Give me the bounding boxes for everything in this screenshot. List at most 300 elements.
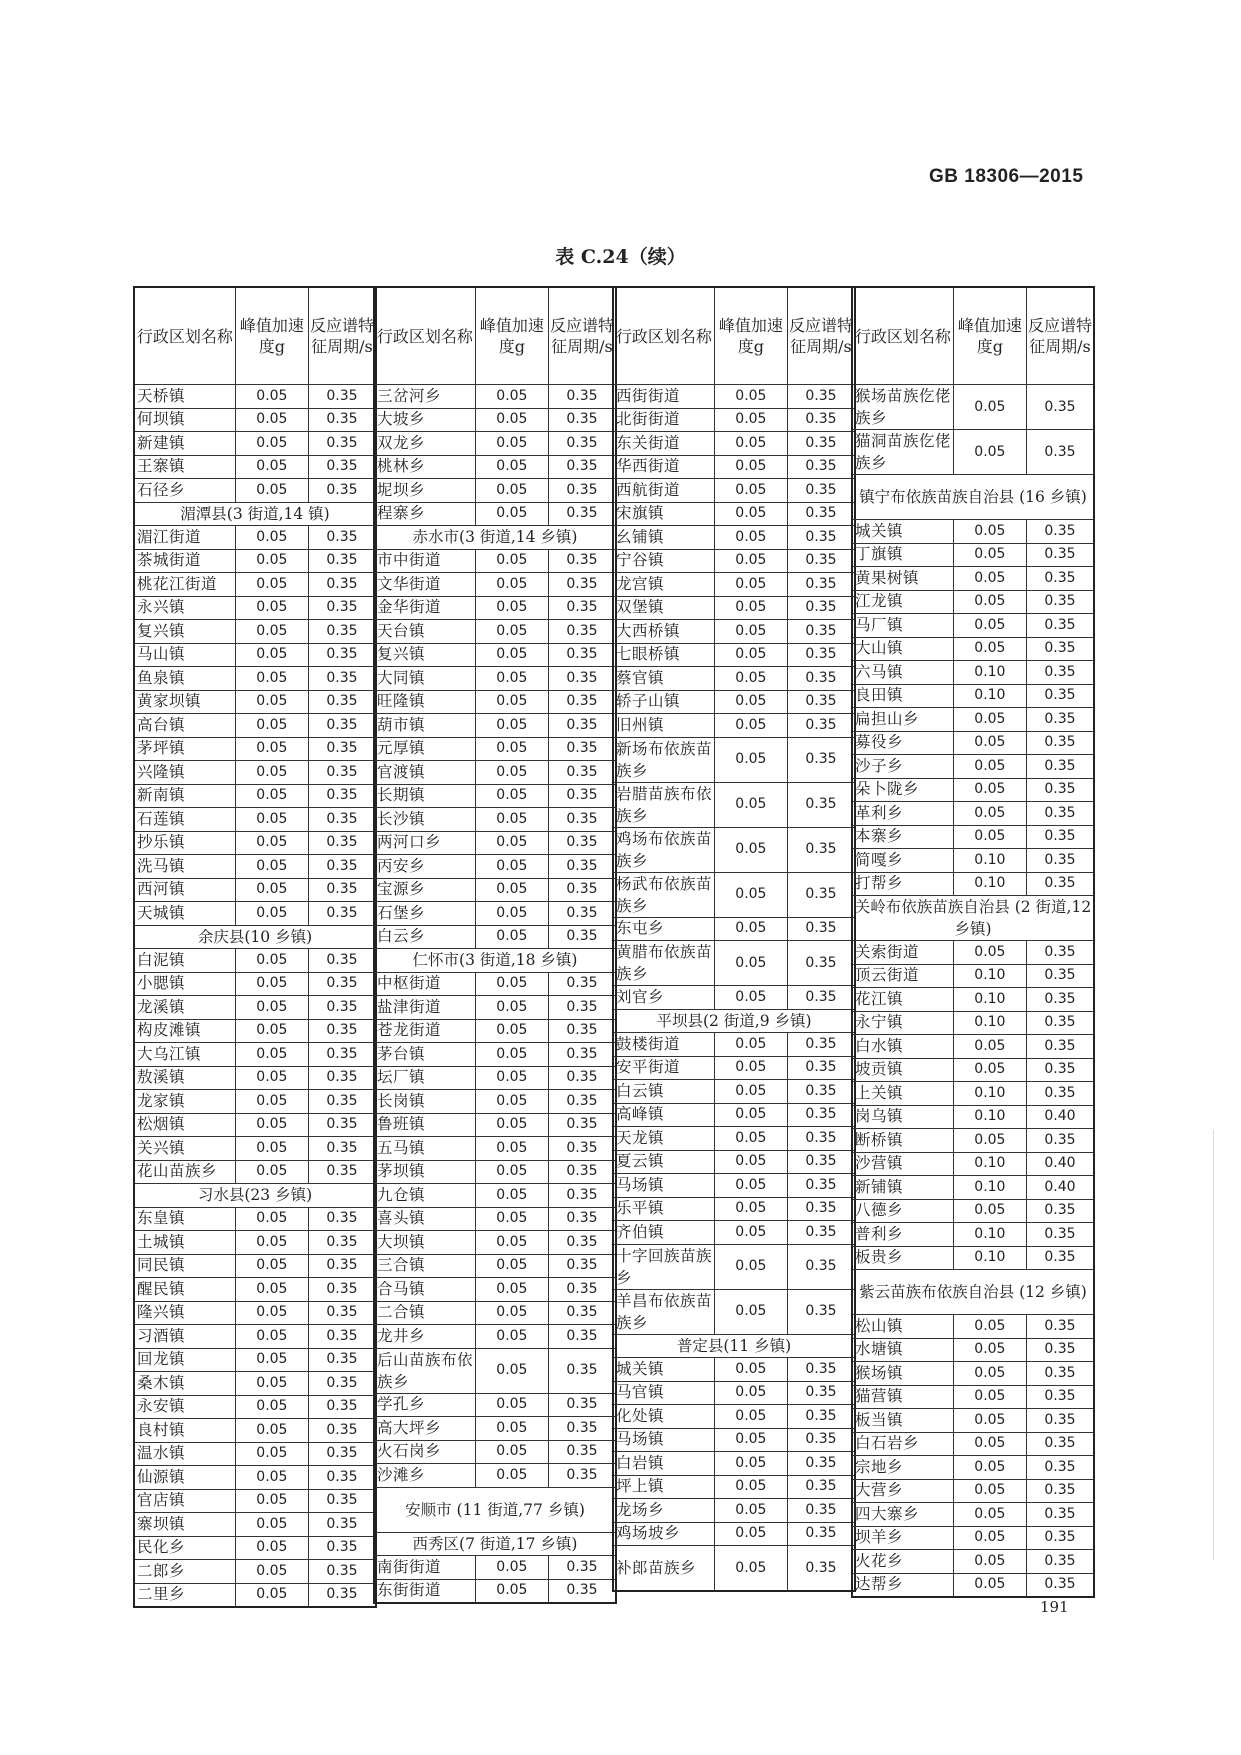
cell-name: 马山镇 — [134, 643, 235, 667]
cell-pga: 0.05 — [235, 455, 308, 479]
table-row — [374, 455, 616, 479]
cell-pga: 0.05 — [235, 1113, 308, 1137]
cell-name: 白泥镇 — [134, 949, 235, 973]
table-row — [134, 432, 376, 456]
table-row — [613, 620, 855, 644]
cell-name: 关兴镇 — [134, 1137, 235, 1161]
cell-period: 0.35 — [787, 479, 855, 503]
cell-period: 0.35 — [548, 1113, 616, 1137]
table-row — [374, 667, 616, 691]
cell-period: 0.35 — [787, 827, 855, 872]
cell-period: 0.35 — [1026, 1129, 1094, 1153]
cell-name: 永兴镇 — [134, 596, 235, 620]
cell-pga: 0.05 — [953, 731, 1026, 755]
cell-name: 石堡乡 — [374, 902, 475, 926]
cell-pga: 0.05 — [714, 872, 787, 917]
cell-name: 黄家坝镇 — [134, 690, 235, 714]
table-row — [613, 643, 855, 667]
table-row — [134, 573, 376, 597]
cell-pga: 0.05 — [475, 1184, 548, 1208]
table-row — [852, 1409, 1094, 1433]
cell-name: 葫市镇 — [374, 714, 475, 738]
cell-pga: 0.05 — [714, 1358, 787, 1382]
cell-name: 长沙镇 — [374, 808, 475, 832]
table-row — [852, 385, 1094, 430]
table-row — [134, 1160, 376, 1184]
table-row — [613, 573, 855, 597]
cell-name: 二郎乡 — [134, 1560, 235, 1584]
cell-pga: 0.05 — [714, 737, 787, 782]
section-heading-row — [134, 502, 376, 526]
cell-name: 二合镇 — [374, 1301, 475, 1325]
cell-period: 0.35 — [548, 737, 616, 761]
cell-pga: 0.05 — [235, 878, 308, 902]
cell-name: 岗乌镇 — [852, 1105, 953, 1129]
cell-pga: 0.05 — [714, 941, 787, 986]
cell-period: 0.35 — [787, 526, 855, 550]
cell-period: 0.35 — [308, 1160, 376, 1184]
cell-name: 两河口乡 — [374, 831, 475, 855]
cell-pga: 0.05 — [953, 1479, 1026, 1503]
table-row — [134, 714, 376, 738]
table-row — [613, 408, 855, 432]
cell-period: 0.35 — [1026, 520, 1094, 544]
cell-pga: 0.05 — [714, 1381, 787, 1405]
cell-name: 永安镇 — [134, 1395, 235, 1419]
table-row — [134, 1395, 376, 1419]
header-pga: 峰值加速度g — [953, 287, 1026, 385]
cell-period: 0.35 — [308, 878, 376, 902]
cell-name: 良田镇 — [852, 684, 953, 708]
cell-period: 0.35 — [308, 1231, 376, 1255]
cell-period: 0.35 — [308, 1066, 376, 1090]
table-block-2 — [373, 286, 617, 1604]
cell-name: 龙场乡 — [613, 1499, 714, 1523]
cell-pga: 0.05 — [475, 925, 548, 949]
cell-name: 坭坝乡 — [374, 479, 475, 503]
cell-pga: 0.05 — [475, 479, 548, 503]
cell-period: 0.35 — [308, 1348, 376, 1372]
cell-name: 水塘镇 — [852, 1338, 953, 1362]
cell-name: 长岗镇 — [374, 1090, 475, 1114]
cell-pga: 0.05 — [235, 620, 308, 644]
cell-name: 土城镇 — [134, 1231, 235, 1255]
cell-period: 0.35 — [548, 972, 616, 996]
cell-name: 夏云镇 — [613, 1150, 714, 1174]
cell-pga: 0.05 — [235, 996, 308, 1020]
cell-period: 0.35 — [308, 1466, 376, 1490]
table-row — [852, 872, 1094, 896]
cell-pga: 0.05 — [235, 408, 308, 432]
section-heading-row — [852, 1270, 1094, 1315]
cell-pga: 0.05 — [475, 737, 548, 761]
cell-period: 0.35 — [1026, 543, 1094, 567]
cell-pga: 0.05 — [235, 1137, 308, 1161]
cell-period: 0.35 — [308, 408, 376, 432]
cell-pga: 0.05 — [475, 972, 548, 996]
cell-period: 0.35 — [787, 667, 855, 691]
cell-pga: 0.05 — [235, 1278, 308, 1302]
cell-period: 0.35 — [308, 902, 376, 926]
table-row — [134, 996, 376, 1020]
cell-pga: 0.10 — [953, 872, 1026, 896]
section-heading: 湄潭县(3 街道,14 镇) — [134, 502, 376, 526]
cell-name: 西航街道 — [613, 479, 714, 503]
table-row — [134, 1278, 376, 1302]
cell-period: 0.35 — [1026, 637, 1094, 661]
table-row — [134, 878, 376, 902]
table-row — [134, 972, 376, 996]
table-row — [613, 1546, 855, 1592]
cell-name: 刘官乡 — [613, 986, 714, 1010]
section-heading-row — [134, 1184, 376, 1208]
cell-period: 0.35 — [548, 385, 616, 409]
cell-period: 0.35 — [548, 761, 616, 785]
cell-pga: 0.05 — [714, 1174, 787, 1198]
table-row — [613, 782, 855, 827]
table-row — [613, 941, 855, 986]
cell-name: 龙宫镇 — [613, 573, 714, 597]
cell-pga: 0.05 — [235, 1019, 308, 1043]
cell-pga: 0.05 — [475, 1019, 548, 1043]
cell-pga: 0.05 — [714, 479, 787, 503]
cell-period: 0.35 — [1026, 1409, 1094, 1433]
table-row — [852, 1573, 1094, 1597]
table-row — [134, 1536, 376, 1560]
table-row — [613, 455, 855, 479]
cell-period: 0.35 — [787, 1452, 855, 1476]
cell-pga: 0.05 — [714, 1522, 787, 1546]
table-row — [134, 1442, 376, 1466]
table-row — [613, 690, 855, 714]
cell-pga: 0.05 — [475, 1231, 548, 1255]
cell-period: 0.35 — [548, 1325, 616, 1349]
section-heading-row — [374, 526, 616, 550]
cell-pga: 0.05 — [475, 1254, 548, 1278]
cell-pga: 0.05 — [714, 1221, 787, 1245]
cell-pga: 0.05 — [714, 1033, 787, 1057]
cell-period: 0.35 — [308, 949, 376, 973]
cell-name: 永宁镇 — [852, 1011, 953, 1035]
cell-pga: 0.05 — [235, 526, 308, 550]
table-block-3 — [612, 286, 856, 1592]
cell-period: 0.35 — [1026, 1058, 1094, 1082]
header-pga: 峰值加速度g — [714, 287, 787, 385]
cell-name: 复兴镇 — [134, 620, 235, 644]
cell-period: 0.35 — [308, 1372, 376, 1396]
table-row — [134, 455, 376, 479]
cell-period: 0.35 — [548, 643, 616, 667]
cell-name: 白石岩乡 — [852, 1432, 953, 1456]
cell-period: 0.35 — [1026, 567, 1094, 591]
cell-pga: 0.05 — [235, 784, 308, 808]
table-row — [852, 1011, 1094, 1035]
cell-pga: 0.05 — [475, 1066, 548, 1090]
cell-pga: 0.05 — [475, 432, 548, 456]
table-row — [613, 827, 855, 872]
cell-pga: 0.05 — [235, 1325, 308, 1349]
cell-pga: 0.05 — [235, 1536, 308, 1560]
cell-period: 0.35 — [548, 1231, 616, 1255]
cell-period: 0.35 — [548, 902, 616, 926]
cell-name: 扁担山乡 — [852, 708, 953, 732]
cell-period: 0.35 — [787, 1056, 855, 1080]
cell-name: 大坡乡 — [374, 408, 475, 432]
cell-name: 丙安乡 — [374, 855, 475, 879]
cell-name: 茅坪镇 — [134, 737, 235, 761]
cell-name: 东街街道 — [374, 1579, 475, 1603]
table-row — [613, 1221, 855, 1245]
cell-name: 大同镇 — [374, 667, 475, 691]
cell-period: 0.35 — [548, 1464, 616, 1488]
cell-name: 白云乡 — [374, 925, 475, 949]
header-period: 反应谱特征周期/s — [308, 287, 376, 385]
section-heading: 西秀区(7 街道,17 乡镇) — [374, 1532, 616, 1556]
cell-period: 0.35 — [308, 996, 376, 1020]
table-block-1 — [133, 286, 377, 1608]
table-row — [134, 1137, 376, 1161]
cell-pga: 0.05 — [714, 573, 787, 597]
cell-period: 0.35 — [787, 1033, 855, 1057]
cell-name: 天台镇 — [374, 620, 475, 644]
cell-pga: 0.05 — [714, 667, 787, 691]
cell-period: 0.35 — [308, 596, 376, 620]
table-row — [134, 1560, 376, 1584]
cell-pga: 0.05 — [953, 778, 1026, 802]
table-row — [852, 964, 1094, 988]
cell-pga: 0.05 — [953, 1550, 1026, 1574]
cell-name: 元厚镇 — [374, 737, 475, 761]
cell-name: 革利乡 — [852, 802, 953, 826]
cell-name: 坛厂镇 — [374, 1066, 475, 1090]
cell-name: 程寨乡 — [374, 502, 475, 526]
cell-period: 0.35 — [308, 549, 376, 573]
cell-name: 温水镇 — [134, 1442, 235, 1466]
cell-pga: 0.05 — [475, 1393, 548, 1417]
table-row — [374, 1579, 616, 1603]
cell-name: 板当镇 — [852, 1409, 953, 1433]
section-heading: 普定县(11 乡镇) — [613, 1334, 855, 1358]
table-row — [374, 596, 616, 620]
table-row — [374, 432, 616, 456]
table-row — [613, 432, 855, 456]
cell-name: 三合镇 — [374, 1254, 475, 1278]
cell-name: 鼓楼街道 — [613, 1033, 714, 1057]
cell-pga: 0.10 — [953, 1246, 1026, 1270]
cell-pga: 0.05 — [953, 637, 1026, 661]
cell-name: 双龙乡 — [374, 432, 475, 456]
table-row — [613, 1033, 855, 1057]
table-block-4 — [851, 286, 1095, 1598]
cell-name: 城关镇 — [613, 1358, 714, 1382]
cell-period: 0.35 — [1026, 1503, 1094, 1527]
cell-period: 0.35 — [1026, 1573, 1094, 1597]
cell-name: 高峰镇 — [613, 1103, 714, 1127]
cell-period: 0.35 — [308, 831, 376, 855]
section-heading-row — [613, 1334, 855, 1358]
header-period: 反应谱特征周期/s — [548, 287, 616, 385]
cell-name: 黄果树镇 — [852, 567, 953, 591]
cell-name: 桑木镇 — [134, 1372, 235, 1396]
cell-pga: 0.05 — [953, 1456, 1026, 1480]
cell-name: 火花乡 — [852, 1550, 953, 1574]
cell-pga: 0.05 — [475, 573, 548, 597]
cell-period: 0.35 — [1026, 941, 1094, 965]
cell-pga: 0.05 — [714, 1103, 787, 1127]
table-row — [374, 1325, 616, 1349]
cell-name: 市中街道 — [374, 549, 475, 573]
cell-pga: 0.05 — [953, 543, 1026, 567]
table-row — [134, 1325, 376, 1349]
cell-period: 0.35 — [1026, 1338, 1094, 1362]
cell-pga: 0.05 — [235, 1348, 308, 1372]
cell-period: 0.35 — [548, 1160, 616, 1184]
table-row — [852, 1526, 1094, 1550]
cell-name: 茅坝镇 — [374, 1160, 475, 1184]
cell-name: 东皇镇 — [134, 1207, 235, 1231]
cell-period: 0.35 — [548, 1019, 616, 1043]
table-row — [134, 1583, 376, 1607]
cell-pga: 0.05 — [714, 827, 787, 872]
cell-period: 0.40 — [1026, 1152, 1094, 1176]
cell-name: 三岔河乡 — [374, 385, 475, 409]
cell-period: 0.35 — [1026, 661, 1094, 685]
cell-name: 回龙镇 — [134, 1348, 235, 1372]
table-row — [134, 761, 376, 785]
header-name: 行政区划名称 — [613, 287, 714, 385]
table-row — [134, 1066, 376, 1090]
table-row — [134, 1466, 376, 1490]
cell-name: 隆兴镇 — [134, 1301, 235, 1325]
cell-pga: 0.05 — [235, 573, 308, 597]
cell-period: 0.35 — [308, 1536, 376, 1560]
cell-period: 0.35 — [548, 596, 616, 620]
cell-pga: 0.05 — [235, 385, 308, 409]
cell-period: 0.35 — [548, 573, 616, 597]
cell-pga: 0.05 — [235, 1442, 308, 1466]
table-row — [134, 1113, 376, 1137]
cell-pga: 0.05 — [714, 526, 787, 550]
cell-name: 天桥镇 — [134, 385, 235, 409]
cell-period: 0.35 — [308, 1395, 376, 1419]
section-heading: 仁怀市(3 街道,18 乡镇) — [374, 949, 616, 973]
cell-pga: 0.10 — [953, 964, 1026, 988]
section-heading-row — [852, 475, 1094, 520]
table-row — [134, 1301, 376, 1325]
cell-period: 0.35 — [787, 1103, 855, 1127]
cell-name: 习酒镇 — [134, 1325, 235, 1349]
cell-name: 八德乡 — [852, 1199, 953, 1223]
table-row — [374, 737, 616, 761]
page-number: 191 — [1040, 1598, 1069, 1616]
cell-pga: 0.05 — [953, 1385, 1026, 1409]
table-row — [852, 684, 1094, 708]
cell-pga: 0.05 — [475, 1325, 548, 1349]
cell-period: 0.35 — [787, 432, 855, 456]
table-row — [852, 1479, 1094, 1503]
cell-period: 0.35 — [548, 878, 616, 902]
table-row — [852, 637, 1094, 661]
cell-period: 0.35 — [787, 455, 855, 479]
cell-name: 杨武布依族苗族乡 — [613, 872, 714, 917]
cell-pga: 0.05 — [235, 1066, 308, 1090]
cell-name: 猫洞苗族仡佬族乡 — [852, 430, 953, 475]
table-row — [374, 385, 616, 409]
cell-period: 0.35 — [548, 831, 616, 855]
cell-period: 0.35 — [548, 855, 616, 879]
cell-pga: 0.05 — [953, 941, 1026, 965]
cell-pga: 0.05 — [475, 1160, 548, 1184]
table-row — [134, 549, 376, 573]
cell-pga: 0.05 — [235, 1372, 308, 1396]
cell-period: 0.40 — [1026, 1176, 1094, 1200]
table-row — [134, 1090, 376, 1114]
cell-name: 天龙镇 — [613, 1127, 714, 1151]
table-row — [613, 1358, 855, 1382]
cell-period: 0.35 — [308, 643, 376, 667]
table-row — [134, 479, 376, 503]
cell-name: 二里乡 — [134, 1583, 235, 1607]
table-row — [134, 667, 376, 691]
cell-name: 化处镇 — [613, 1405, 714, 1429]
cell-name: 敖溪镇 — [134, 1066, 235, 1090]
table-row — [852, 1129, 1094, 1153]
cell-period: 0.35 — [308, 1278, 376, 1302]
table-row — [613, 1127, 855, 1151]
table-row — [374, 408, 616, 432]
cell-name: 宗地乡 — [852, 1456, 953, 1480]
cell-name: 龙溪镇 — [134, 996, 235, 1020]
table-row — [134, 784, 376, 808]
cell-pga: 0.05 — [475, 1113, 548, 1137]
cell-pga: 0.05 — [953, 825, 1026, 849]
cell-name: 东关街道 — [613, 432, 714, 456]
table-row — [134, 1231, 376, 1255]
cell-pga: 0.05 — [475, 1207, 548, 1231]
cell-pga: 0.05 — [475, 1556, 548, 1580]
cell-name: 西河镇 — [134, 878, 235, 902]
table-row — [374, 690, 616, 714]
cell-period: 0.35 — [787, 1499, 855, 1523]
cell-pga: 0.10 — [953, 1011, 1026, 1035]
cell-name: 同民镇 — [134, 1254, 235, 1278]
table-row — [374, 1254, 616, 1278]
table-row — [374, 573, 616, 597]
cell-pga: 0.05 — [235, 808, 308, 832]
table-row — [852, 1058, 1094, 1082]
table-row — [613, 1475, 855, 1499]
table-row — [374, 1393, 616, 1417]
cell-pga: 0.05 — [714, 1289, 787, 1334]
cell-name: 茶城街道 — [134, 549, 235, 573]
cell-name: 沙子乡 — [852, 755, 953, 779]
table-row — [613, 1428, 855, 1452]
cell-period: 0.35 — [1026, 988, 1094, 1012]
cell-pga: 0.10 — [953, 849, 1026, 873]
cell-pga: 0.05 — [714, 1197, 787, 1221]
cell-pga: 0.05 — [235, 690, 308, 714]
cell-pga: 0.05 — [235, 432, 308, 456]
cell-pga: 0.10 — [953, 1105, 1026, 1129]
cell-name: 城关镇 — [852, 520, 953, 544]
cell-pga: 0.10 — [953, 684, 1026, 708]
cell-period: 0.35 — [787, 986, 855, 1010]
cell-name: 文华街道 — [374, 573, 475, 597]
cell-period: 0.35 — [1026, 964, 1094, 988]
cell-period: 0.35 — [787, 1244, 855, 1289]
cell-pga: 0.05 — [235, 1160, 308, 1184]
cell-period: 0.35 — [1026, 825, 1094, 849]
